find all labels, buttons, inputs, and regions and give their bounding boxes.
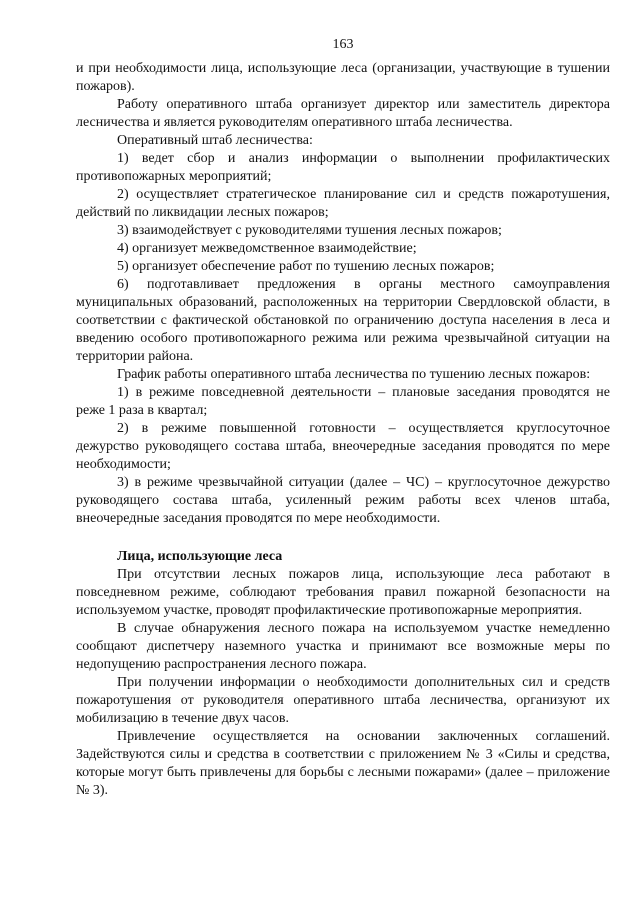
list-item: 6) подготавливает предложения в органы местного самоуправления муниципальных образований, расположенных на территории Свердловской области, в соответствии с фактической обстановкой по ограничению доступа населения в леса и введению особого противопожарного режима или режима чрезвычайной ситуации на территории района. — [76, 277, 610, 364]
list-item: 4) организует межведомственное взаимодействие; — [117, 241, 417, 256]
list-item: 2) осуществляет стратегическое планирование сил и средств пожаротушения, действий по ликвидации лесных пожаров; — [76, 187, 610, 220]
paragraph: и при необходимости лица, использующие леса (организации, участвующие в тушении пожаров). — [76, 61, 610, 94]
section-heading: Лица, использующие леса — [117, 549, 283, 564]
list-item: 5) организует обеспечение работ по тушению лесных пожаров; — [117, 259, 495, 274]
paragraph: График работы оперативного штаба лесничества по тушению лесных пожаров: — [117, 367, 591, 382]
list-item: 1) ведет сбор и анализ информации о выполнении профилактических противопожарных мероприятий; — [76, 151, 610, 184]
list-item: 3) взаимодействует с руководителями тушения лесных пожаров; — [117, 223, 502, 238]
document-page — [76, 36, 610, 800]
paragraph: При отсутствии лесных пожаров лица, использующие леса работают в повседневном режиме, соблюдают требования правил пожарной безопасности на используемом участке, проводят профилактические противопожарные мероприятия. — [76, 567, 610, 618]
paragraph: Работу оперативного штаба организует директор или заместитель директора лесничества и является руководителям оперативного штаба лесничества. — [76, 97, 610, 130]
paragraph: Привлечение осуществляется на основании заключенных соглашений. Задействуются силы и средства в соответствии с приложением № 3 «Силы и средства, которые могут быть привлечены для борьбы с лесными пожарами» (далее – приложение № 3). — [76, 729, 610, 798]
list-item: 3) в режиме чрезвычайной ситуации (далее – ЧС) – круглосуточное дежурство руководящего состава штаба, усиленный режим работы всех членов штаба, внеочередные заседания проводятся по мере необходимости. — [76, 475, 610, 526]
page-number: 163 — [332, 37, 354, 52]
paragraph: В случае обнаружения лесного пожара на используемом участке немедленно сообщают диспетчеру наземного участка и принимают все возможные меры по недопущению распространения лесного пожара. — [76, 621, 610, 672]
paragraph: Оперативный штаб лесничества: — [117, 133, 313, 148]
list-item: 1) в режиме повседневной деятельности – плановые заседания проводятся не реже 1 раза в квартал; — [76, 385, 610, 418]
paragraph: При получении информации о необходимости дополнительных сил и средств пожаротушения от руководителя оперативного штаба лесничества, организуют их мобилизацию в течение двух часов. — [76, 675, 610, 726]
list-item: 2) в режиме повышенной готовности – осуществляется круглосуточное дежурство руководящего состава штаба, внеочередные заседания проводятся по мере необходимости; — [76, 421, 610, 472]
